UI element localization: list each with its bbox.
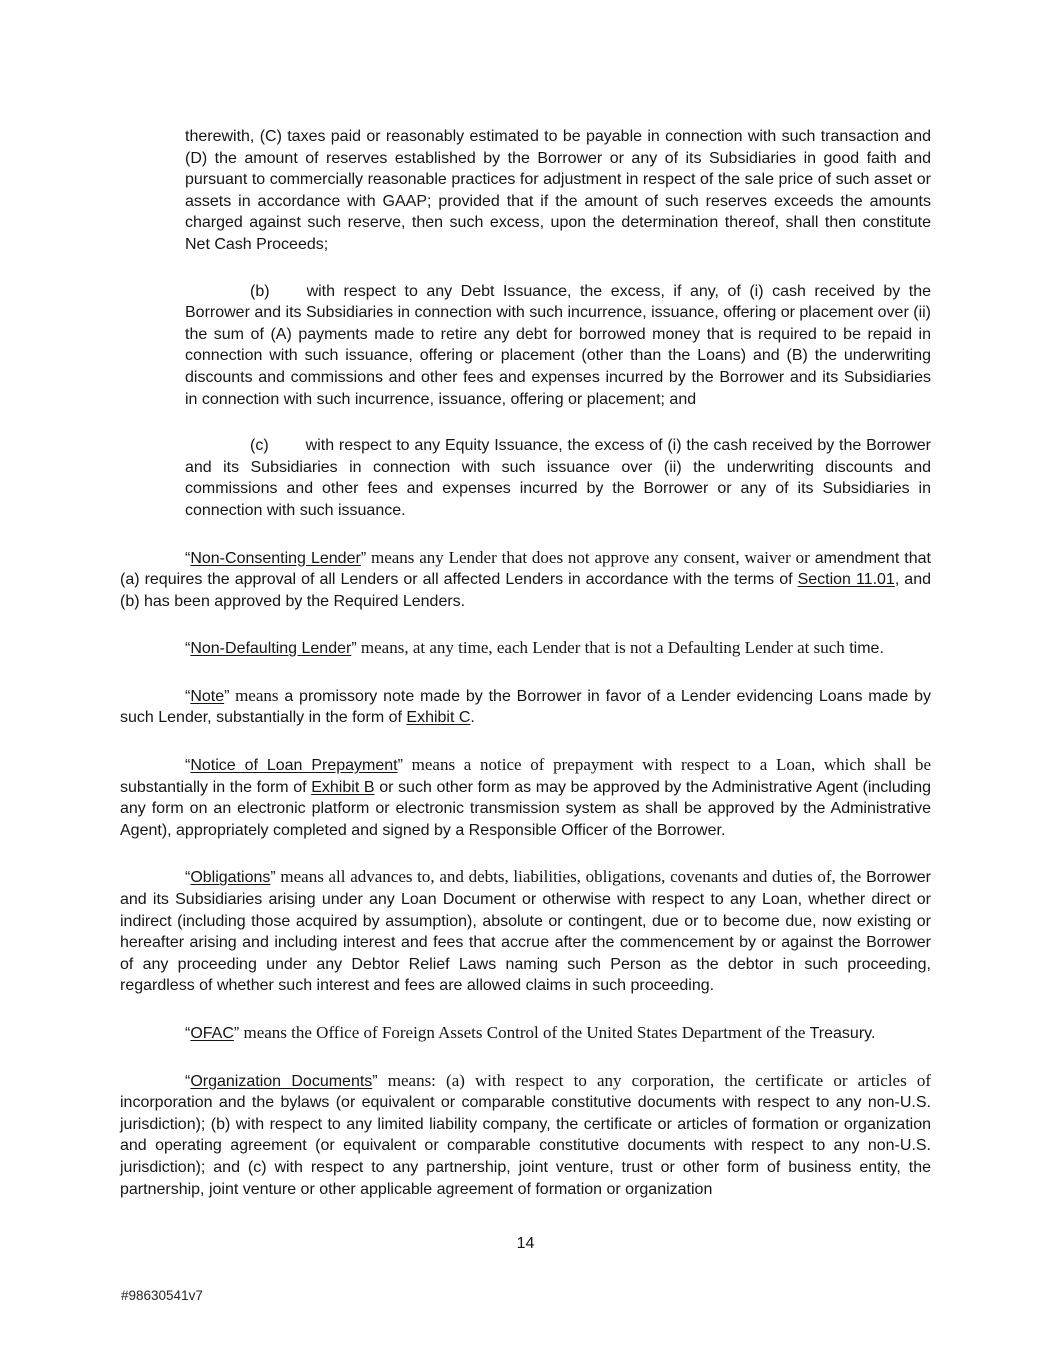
defined-term: Non-Consenting Lender (190, 549, 361, 567)
text-run: “ (185, 869, 191, 887)
para-clause-b-debt-issuance (185, 281, 931, 411)
text-run: ” (233, 1025, 240, 1042)
defined-term: Note (190, 687, 225, 705)
text-run: “ (185, 640, 191, 658)
text-run: ” (397, 757, 403, 775)
page-number: 14 (516, 1235, 535, 1252)
defined-term: Organization Documents (190, 1072, 373, 1090)
document-body (120, 126, 931, 1225)
text-run: means any Lender that does not approve any consent, waiver or (366, 547, 810, 567)
text-run: with respect to any Equity Issuance, the excess of (i) the cash received by the Borrower and its Subsidiaries in connection with such issuance over (ii) the underwriting discounts and commissions and other fees and expenses incurred by the Borrower or any of its Subsidiaries in connection with such issuance. (185, 437, 931, 519)
text-run: “ (185, 757, 191, 775)
text-run: “ (185, 1025, 191, 1042)
text-run: ” (270, 869, 276, 887)
text-run: “ (185, 549, 191, 567)
text-run: ” (224, 687, 230, 705)
text-run: therewith, (C) taxes paid or reasonably estimated to be payable in connection with such transaction and (D) the amount of reserves established by the Borrower or any of its Subsidiaries in good faith and pursuant to commercially reasonable practices for adjustment in respect of the sale price of such asset or assets in accordance with GAAP; provided that if the amount of such reserves exceeds the amounts charged against such reserve, then such excess, upon the determination thereof, shall then constitute Net Cash Proceeds; (185, 128, 931, 253)
text-run: ” (351, 640, 357, 658)
text-run: . (470, 709, 475, 727)
text-run: ” (360, 549, 367, 567)
def-organization-documents (120, 1070, 931, 1201)
defined-term: Non-Defaulting Lender (190, 640, 352, 658)
def-obligations (120, 866, 931, 997)
text-run: means a notice of prepayment with respect to a Loan, which shall be (402, 755, 931, 775)
def-note (120, 685, 931, 729)
text-run: Borrower and its Subsidiaries arising under any Loan Document or otherwise with respect to any Loan, whether direct or indirect (including those acquired by assumption), absolute or contingent, due or to become due, now existing or hereafter arising and including interest and fees that accrue after the commencement by or against the Borrower of any proceeding under any Debtor Relief Laws naming such Person as the debtor in such proceeding, regardless of whether such interest and fees are allowed claims in such proceeding. (120, 869, 931, 995)
text-run: , and (b) has been approved by the Required Lenders. (120, 571, 931, 610)
defined-term: Exhibit C (406, 709, 471, 727)
para-clause-c-equity-issuance (185, 435, 931, 521)
def-ofac (120, 1022, 931, 1045)
text-run: ” (372, 1072, 378, 1090)
defined-term: Obligations (190, 869, 271, 887)
defined-term: Section 11.01 (797, 571, 895, 589)
text-run: substantially in the form of (120, 778, 312, 796)
text-run: (c) (250, 437, 269, 455)
text-run: (b) (250, 282, 270, 300)
footer-document-id: #98630541v7 (121, 1288, 203, 1303)
def-non-consenting-lender (120, 547, 931, 613)
def-non-defaulting-lender (120, 637, 931, 660)
text-run: means: (a) with respect to any corporation, the certificate or articles of (377, 1070, 931, 1090)
para-net-cash-proceeds-clauses-c-d (185, 126, 931, 256)
text-run: means the Office of Foreign Assets Control of the United States Department of the (239, 1023, 806, 1042)
def-notice-of-loan-prepayment (120, 754, 931, 841)
defined-term: OFAC (190, 1025, 234, 1042)
text-run: “ (185, 1072, 191, 1090)
text-run: a promissory note made by the Borrower in favor of a Lender evidencing Loans made by such Lender, substantially in the form of (120, 687, 931, 727)
text-run: “ (185, 687, 191, 705)
text-run: Treasury. (805, 1025, 876, 1042)
text-run: with respect to any Debt Issuance, the excess, if any, of (i) cash received by the Borrower and its Subsidiaries in connection with such incurrence, issuance, offering or placement over (ii) the sum of (A) payments made to retire any debt for borrowed money that is required to be repaid in connection with such issuance, offering or placement (other than the Loans) and (B) the underwriting discounts and commissions and other fees and expenses incurred by the Borrower and its Subsidiaries in connection with such incurrence, issuance, offering or placement; and (185, 282, 931, 408)
text-run: means all advances to, and debts, liabilities, obligations, covenants and duties of, the (275, 867, 862, 887)
text-run: means, at any time, each Lender that is not a Defaulting Lender at such (356, 638, 845, 658)
text-run: incorporation and the bylaws (or equivalent or comparable constitutive documents with respect to any non-U.S. jurisdiction); (b) with respect to any limited liability company, the certificate or articles of formation or organization and operating agreement (or equivalent or comparable constitutive documents with respect to any non-U.S. jurisdiction); and (c) with respect to any partnership, joint venture, trust or other form of business entity, the partnership, joint venture or other applicable agreement of formation or organization (120, 1094, 931, 1198)
defined-term: Notice of Loan Prepayment (190, 757, 398, 775)
defined-term: Exhibit B (311, 778, 375, 796)
text-run: amendment that (a) requires the approval of all Lenders or all affected Lenders in accordance with the terms of (120, 549, 931, 589)
text-run: means (229, 685, 279, 705)
text-run: time. (844, 640, 884, 658)
text-run: or such other form as may be approved by the Administrative Agent (including any form on an electronic platform or electronic transmission system as shall be approved by the Administrative Agent), appropriately completed and signed by a Responsible Officer of the Borrower. (120, 778, 932, 839)
